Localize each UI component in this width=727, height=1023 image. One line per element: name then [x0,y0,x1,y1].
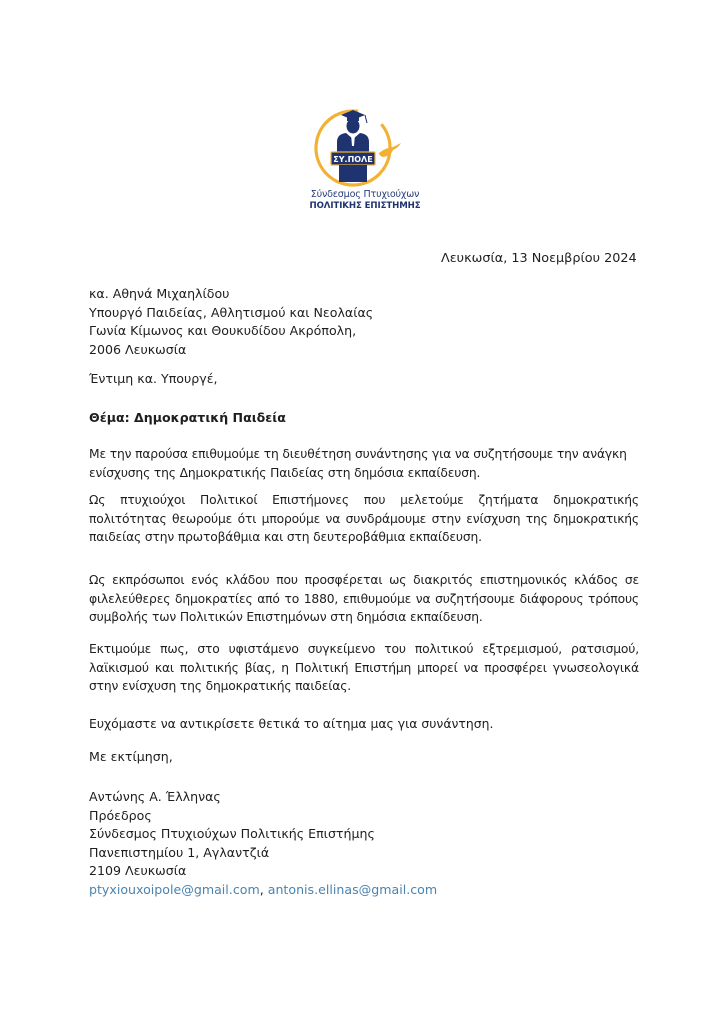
letter-date: Λευκωσία, 13 Νοεμβρίου 2024 [441,251,637,266]
signatory-street: Πανεπιστημίου 1, Αγλαντζιά [89,844,270,860]
logo-badge-text: ΣΥ.ΠΟΛΕ [333,155,373,164]
recipient-street: Γωνία Κίμωνος και Θουκυδίδου Ακρόπολη, [89,323,357,339]
logo-name-line1: Σύνδεσμος Πτυχιούχων [310,189,420,200]
body-paragraph: Με την παρούσα επιθυμούμε τη διευθέτηση συνάντησης για να συζητήσουμε την ανάγκη ενίσχυσης της Δημοκρατικής Παιδείας στη δημόσια εκπαίδευση. [89,447,627,480]
body-paragraph: Ως πτυχιούχοι Πολιτικοί Επιστήμονες που μελετούμε ζητήματα δημοκρατικής πολιτότητας θεωρούμε ότι μπορούμε να συνδράμουμε στην ενίσχυση της δημοκρατικής παιδείας στην πρωτοβάθμια και στη δευτεροβάθμια εκπαίδευση. [89,493,639,545]
contact-emails [89,881,437,900]
recipient-name: κα. Αθηνά Μιχαηλίδου [89,286,230,301]
recipient-ministry: Υπουργό Παιδείας, Αθλητισμού και Νεολαίας [89,304,374,320]
signatory-city: 2109 Λευκωσία [89,863,187,879]
email-link-organization[interactable]: ptyxiouxoipole@gmail.com [89,881,260,897]
body-paragraph: Εκτιμούμε πως, στο υφιστάμενο συγκείμενο του πολιτικού εξτρεμισμού, ρατσισμού, λαϊκισμού και πολιτικής βίας, η Πολιτική Επιστήμη μπορεί να προσφέρει γνωσεολογικά στην ενίσχυση της δημοκρατικής παιδείας. [89,642,639,694]
recipient-address [89,285,373,359]
head-shape [347,119,360,134]
recipient-city: 2006 Λευκωσία [89,341,187,357]
closing-request: Ευχόμαστε να αντικρίσετε θετικά το αίτημα μας για συνάντηση. [89,716,494,731]
signatory-name: Αντώνης Α. Έλληνας [89,789,221,804]
signatory-title: Πρόεδρος [89,807,152,823]
closing-phrase: Με εκτίμηση, [89,749,173,764]
salutation: Έντιμη κα. Υπουργέ, [89,371,218,386]
graduate-figure-icon [313,106,417,188]
email-link-president[interactable]: antonis.ellinas@gmail.com [267,881,438,897]
signatory-organization: Σύνδεσμος Πτυχιούχων Πολιτικής Επιστήμης [89,826,375,842]
signature-block [89,788,437,900]
organization-logo [300,106,430,216]
logo-name-line2: ΠΟΛΙΤΙΚΗΣ ΕΠΙΣΤΗΜΗΣ [309,201,421,211]
email-separator: , [259,881,268,897]
body-paragraph: Ως εκπρόσωποι ενός κλάδου που προσφέρεται ως διακριτός επιστημονικός κλάδος σε φιλελεύθερες δημοκρατίες από το 1880, επιθυμούμε να συζητήσουμε διάφορους τρόπους συμβολής των Πολιτικών Επιστημόνων στη δημόσια εκπαίδευση. [89,573,639,625]
subject-line: Θέμα: Δημοκρατική Παιδεία [89,410,286,425]
